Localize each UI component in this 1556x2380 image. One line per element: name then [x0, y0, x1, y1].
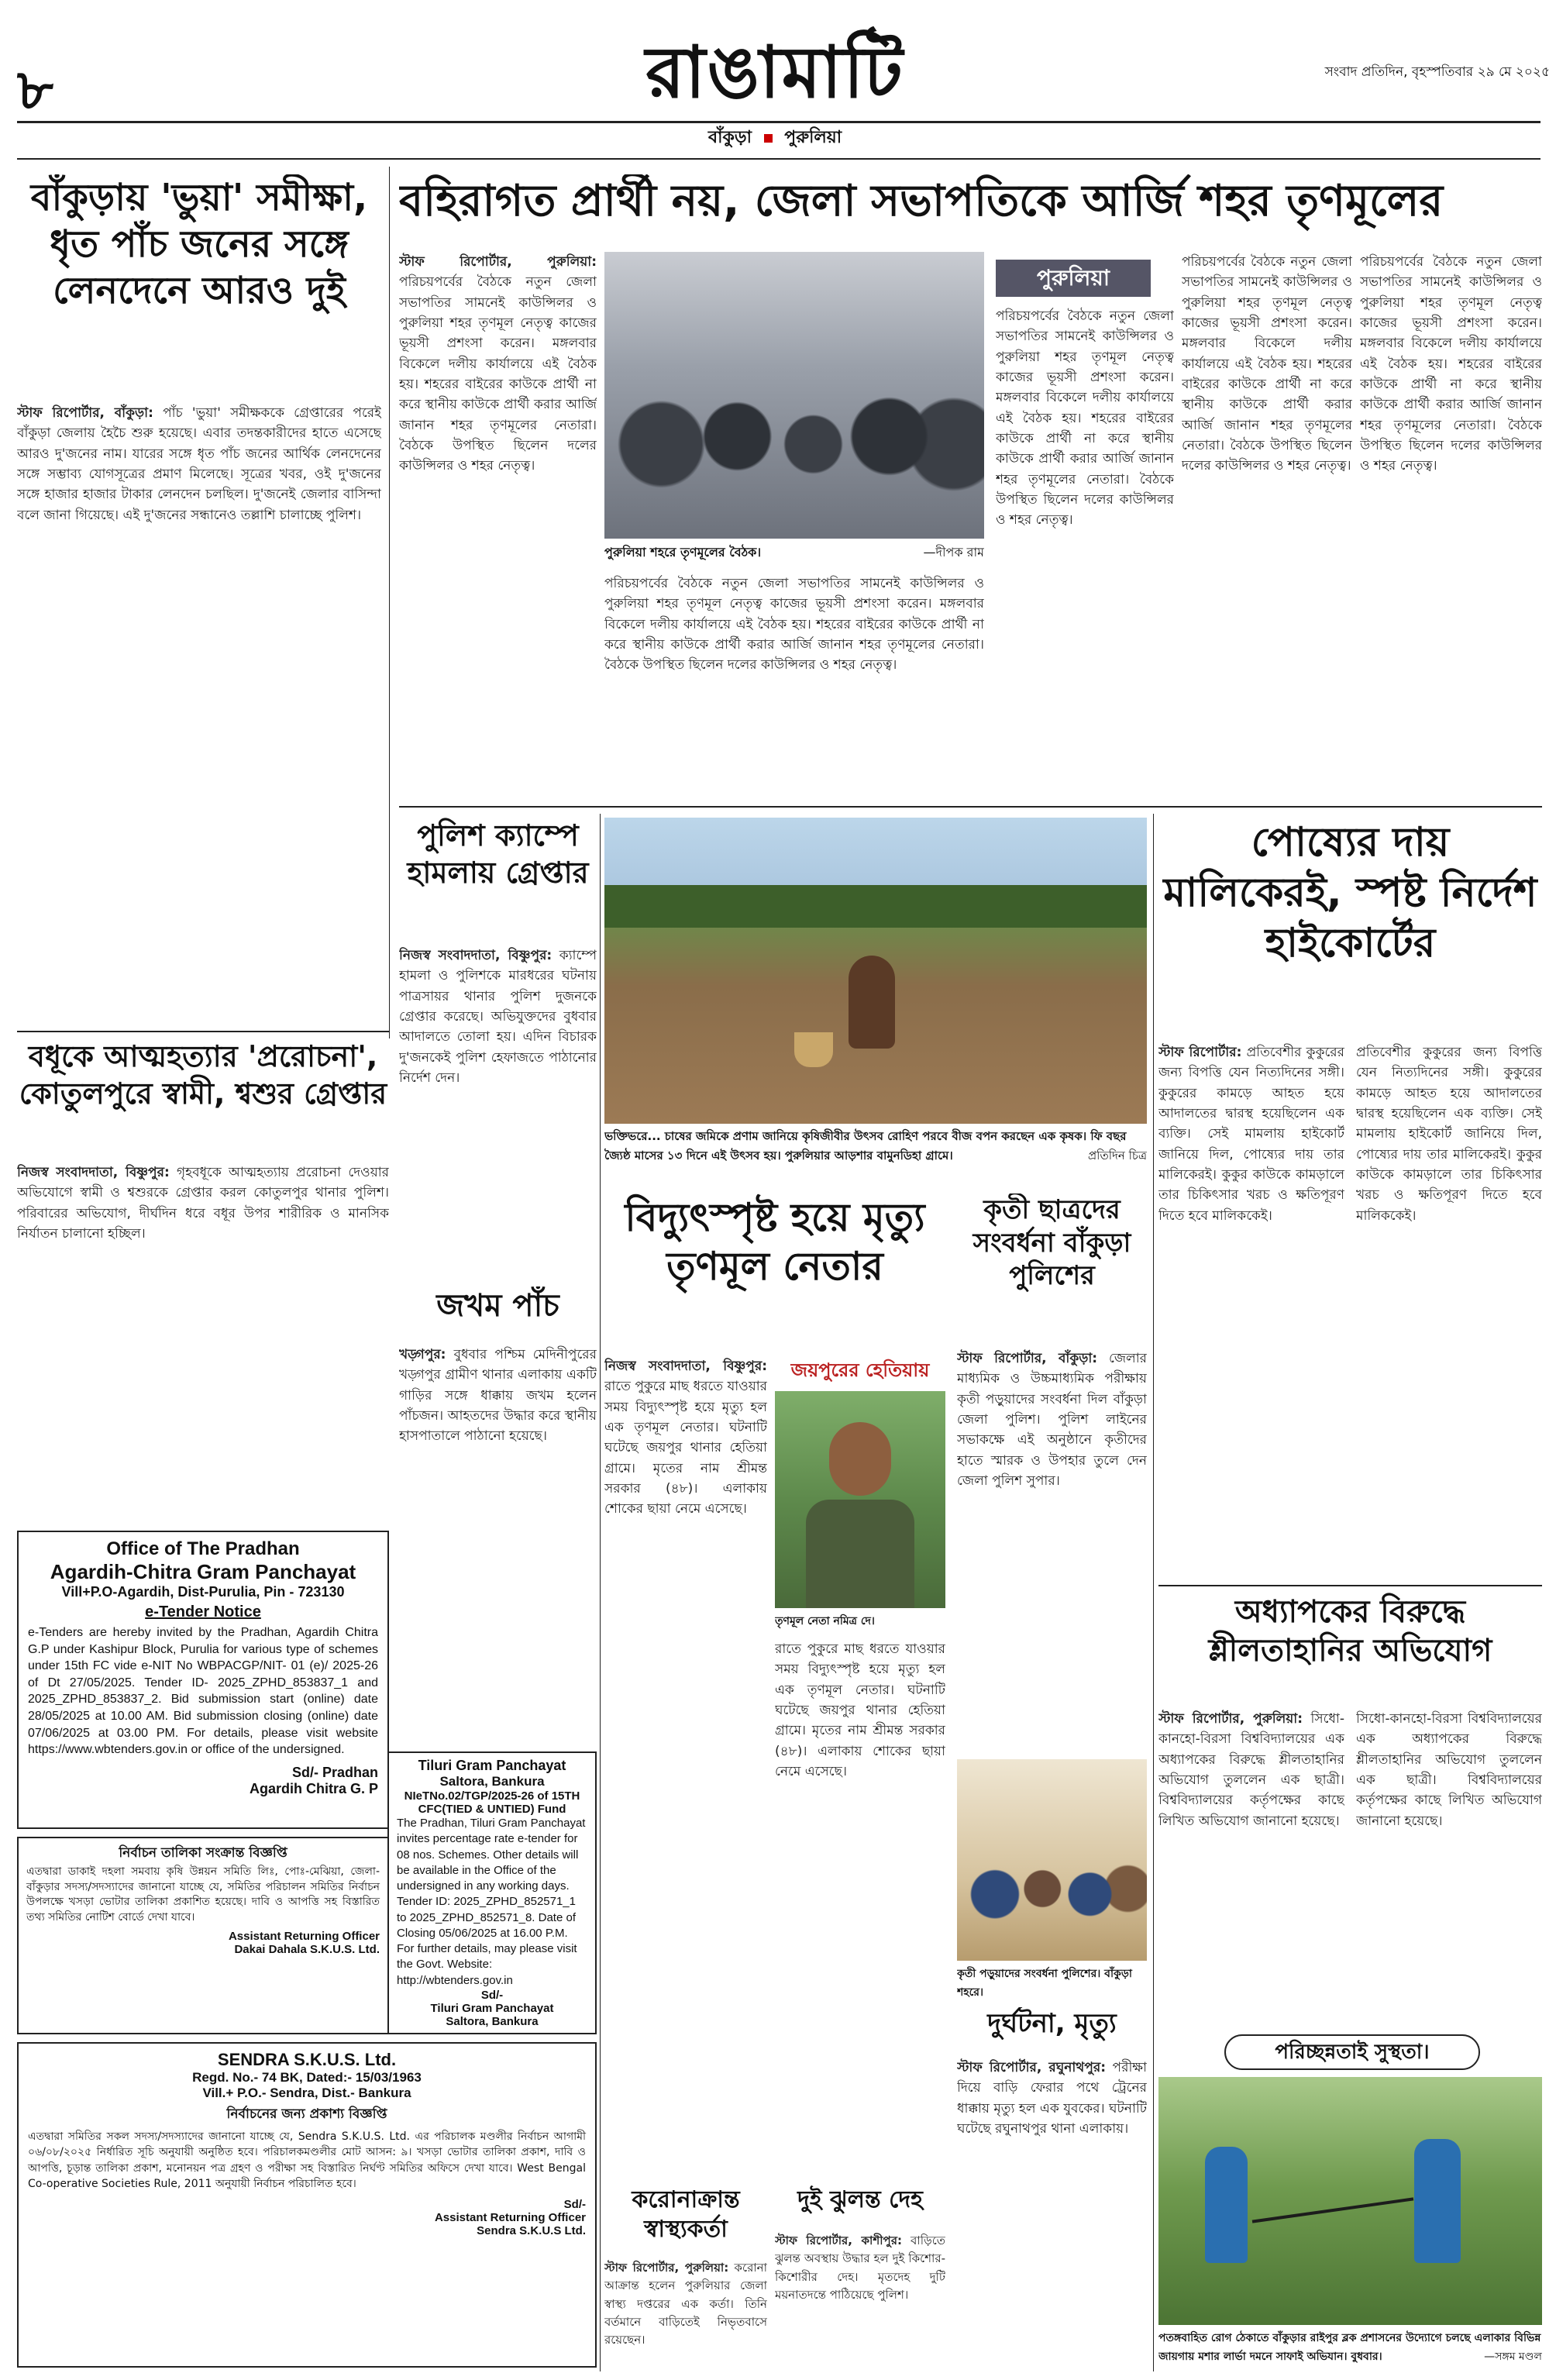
story6-byline: নিজস্ব সংবাদদাতা, বিষ্ণুপুর:: [604, 1359, 767, 1374]
story1-headline: বাঁকুড়ায় 'ভুয়া' সমীক্ষা, ধৃত পাঁচ জনের সঙ্গে লেনদেনে আরও দুই: [30, 176, 368, 312]
story7-photo-caption: কৃতী পড়ুয়াদের সংবর্ধনা পুলিশের। বাঁকুড়া শহরে।: [957, 1968, 1132, 1999]
tender1-notice: e-Tender Notice: [145, 1603, 261, 1621]
story8-text: সিধো-কানহো-বিরসা বিশ্ববিদ্যালয়ের এক অধ্যাপকের বিরুদ্ধে শ্লীলতাহানির অভিযোগ তুললেন এক ছাত্রী। বিশ্ববিদ্যালয়ের কর্তৃপক্ষের কাছে লিখিত অভিযোগ জানানো হয়েছে।: [1158, 1711, 1344, 1829]
crowd-silhouettes: [604, 381, 984, 539]
story2-body-col1: [399, 252, 597, 794]
column-rule: [389, 167, 390, 1038]
feature-photo: [604, 818, 1147, 1124]
story2-body-col5: [1360, 252, 1542, 794]
story2-section-tag: পুরুলিয়া: [996, 260, 1151, 297]
story9-headline: দুর্ঘটনা, মৃত্যু: [987, 2008, 1117, 2039]
story11-headline: দুই ঝুলন্ত দেহ: [797, 2186, 923, 2213]
notice2-sign3: Sendra S.K.U.S Ltd.: [477, 2224, 586, 2238]
story5-body: [17, 1162, 389, 1519]
farmer-figure: [849, 956, 895, 1049]
story8-body-col1: [1158, 1709, 1344, 2027]
story3-text: ক্যাম্পে হামলা ও পুলিশকে মারধরের ঘটনায় পাত্রসায়র থানার পুলিশ দুজনকে গ্রেপ্তার করেছে। অভিযুক্তদের বুধবার আদালতে তোলা হয়। এদিন বিচারক দু'জনকেই পুলিশ হেফাজতে পাঠানোর নির্দেশ দেন।: [399, 948, 597, 1087]
story2-photo-caption: [604, 542, 984, 566]
story10-byline: স্টাফ রিপোর্টার, পুরুলিয়া:: [604, 2261, 729, 2275]
story6-text: রাতে পুকুরে মাছ ধরতে যাওয়ার সময় বিদ্যুৎস্পৃষ্ট হয়ে মৃত্যু হল এক তৃণমূল নেতার। ঘটনাটি ঘটেছে জয়পুর থানার হেতিয়া গ্রামে। মৃতের নাম শ্রীমন্ত সরকার (৪৮)। এলাকায় শোকের ছায়া নেমে এসেছে।: [604, 1379, 767, 1517]
notice2-box: [17, 2042, 597, 2368]
tender2-sign2: Tiluri Gram Panchayat: [430, 2001, 554, 2015]
story4-headline: পোষ্যের দায় মালিকেরই, স্পষ্ট নির্দেশ হাইকোর্টের: [1163, 819, 1537, 966]
story6-subhead: জয়পুরের হেতিয়ায়: [790, 1359, 930, 1381]
story4-text-cont: প্রতিবেশীর কুকুরের জন্য বিপত্তি যেন নিত্যদিনের সঙ্গী। কুকুরের কামড়ে আহত হয়ে আদালতের দ্বারস্থ হয়েছিলেন এক ব্যক্তি। সেই মামলায় হাইকোর্ট জানিয়ে দিল, পোষ্যের দায় তার মালিকেরই। কুকুর কাউকে কামড়ালে তার চিকিৎসার খরচ ও ক্ষতিপূরণ দিতে হবে মালিককেই।: [1356, 1045, 1542, 1224]
story2-body-col4: [1182, 252, 1352, 794]
story3b-byline: খড়্গপুর:: [399, 1347, 446, 1362]
feature-credit: প্রতিদিন চিত্র: [1087, 1149, 1147, 1162]
story10-headline: করোনাক্রান্ত স্বাস্থ্যকর্তা: [632, 2186, 740, 2243]
story2-body-bottom: [604, 573, 984, 798]
feature-caption: [604, 1128, 1147, 1190]
tender2-sign3: Saltora, Bankura: [446, 2014, 539, 2028]
column-rule-3: [600, 814, 601, 2371]
story9-byline: স্টাফ রিপোর্টার, রঘুনাথপুর:: [957, 2060, 1107, 2075]
story4-byline: স্টাফ রিপোর্টার:: [1158, 1045, 1242, 1060]
story8-headline: অধ্যাপকের বিরুদ্ধে শ্লীলতাহানির অভিযোগ: [1208, 1594, 1492, 1669]
story7-headline: কৃতী ছাত্রদের সংবর্ধনা বাঁকুড়া পুলিশের: [972, 1194, 1131, 1291]
story4-text: প্রতিবেশীর কুকুরের জন্য বিপত্তি যেন নিত্যদিনের সঙ্গী। কুকুরের কামড়ে আহত হয়ে আদালতের দ্বারস্থ হয়েছিলেন এক ব্যক্তি। সেই মামলায় হাইকোর্ট জানিয়ে দিল, পোষ্যের দায় তার মালিকেরই। কুকুর কাউকে কামড়ালে তার চিকিৎসার খরচ ও ক্ষতিপূরণ দিতে হবে মালিককেই।: [1158, 1045, 1344, 1224]
story6-text-cont: রাতে পুকুরে মাছ ধরতে যাওয়ার সময় বিদ্যুৎস্পৃষ্ট হয়ে মৃত্যু হল এক তৃণমূল নেতার। ঘটনাটি ঘটেছে জয়পুর থানার হেতিয়া গ্রামে। মৃতের নাম শ্রীমন্ত সরকার (৪৮)। এলাকায় শোকের ছায়া নেমে এসেছে।: [775, 1641, 945, 1780]
story9-text: পরীক্ষা দিয়ে বাড়ি ফেরার পথে ট্রেনের ধাক্কায় মৃত্যু হল এক যুবকের। ঘটনাটি ঘটেছে রঘুনাথপুর থানা এলাকায়।: [957, 2060, 1147, 2137]
notice2-title3: Vill.+ P.O.- Sendra, Dist.- Bankura: [202, 2086, 411, 2100]
district-strip: [635, 124, 914, 152]
story2-text-cont2: পরিচয়পর্বের বৈঠকে নতুন জেলা সভাপতির সামনেই কাউন্সিলর ও পুরুলিয়া শহর তৃণমূল নেতৃত্ব কাজের ভূয়সী প্রশংসা করেন। মঙ্গলবার বিকেলে দলীয় কার্যালয়ে এই বৈঠক হয়। শহরের বাইরের কাউকে প্রার্থী না করে স্থানীয় কাউকে প্রার্থী করার আর্জি জানান শহর তৃণমূলের নেতারা। বৈঠকে উপস্থিত ছিলেন দলের কাউন্সিলর ও শহর নেতৃত্ব।: [1182, 254, 1352, 474]
tree-line: [604, 885, 1147, 928]
masthead-rule-bottom: [17, 158, 1541, 160]
feature-caption-text: ভক্তিভরে... চাষের জমিকে প্রণাম জানিয়ে কৃষিজীবীর উৎসব রোহিণ পরবে বীজ বপন করছেন এক কৃষক। ফি বছর জ্যৈষ্ঠ মাসের ১৩ দিনে এই উৎসব হয়। পুরুলিয়ার আড়শার বামুনডিহা গ্রামে।: [604, 1129, 1127, 1162]
worker-left: [1205, 2147, 1248, 2263]
story2-text: পরিচয়পর্বের বৈঠকে নতুন জেলা সভাপতির সামনেই কাউন্সিলর ও পুরুলিয়া শহর তৃণমূল নেতৃত্ব কাজের ভূয়সী প্রশংসা করেন। মঙ্গলবার বিকেলে দলীয় কার্যালয়ে এই বৈঠক হয়। শহরের বাইরের কাউকে প্রার্থী না করে স্থানীয় কাউকে প্রার্থী করার আর্জি জানান শহর তৃণমূলের নেতারা। বৈঠকে উপস্থিত ছিলেন দলের কাউন্সিলর ও শহর নেতৃত্ব।: [399, 274, 597, 474]
story10-text: করোনা আক্রান্ত হলেন পুরুলিয়ার জেলা স্বাস্থ্য দপ্তরের এক কর্তা। তিনি বর্তমানে বাড়িতেই নিভৃতবাসে রয়েছেন।: [604, 2261, 767, 2347]
story8-body-col2: [1356, 1709, 1542, 2027]
tender1-box: [17, 1531, 389, 1829]
story3b-text: বুধবার পশ্চিম মেদিনীপুরের খড়্গপুর গ্রামীণ থানার এলাকায় একটি গাড়ির সঙ্গে ধাক্কায় জখম হলেন পাঁচজন। আহতদের উদ্ধার করে স্থানীয় হাসপাতালে পাঠানো হয়েছে।: [399, 1347, 597, 1445]
story2-text-cont4: পরিচয়পর্বের বৈঠকে নতুন জেলা সভাপতির সামনেই কাউন্সিলর ও পুরুলিয়া শহর তৃণমূল নেতৃত্ব কাজের ভূয়সী প্রশংসা করেন। মঙ্গলবার বিকেলে দলীয় কার্যালয়ে এই বৈঠক হয়। শহরের বাইরের কাউকে প্রার্থী না করে স্থানীয় কাউকে প্রার্থী করার আর্জি জানান শহর তৃণমূলের নেতারা। বৈঠকে উপস্থিত ছিলেন দলের কাউন্সিলর ও শহর নেতৃত্ব।: [604, 576, 984, 673]
story5-text: গৃহবধূকে আত্মহত্যায় প্ররোচনা দেওয়ার অভিযোগে স্বামী ও শ্বশুরকে গ্রেপ্তার করল কোতুলপুর থানার পুলিশ। পরিবারের অভিযোগ, দীর্ঘদিন ধরে বধূর উপর শারীরিক ও মানসিক নির্যাতন চালানো হচ্ছিল।: [17, 1165, 389, 1242]
column-rule-2: [1153, 814, 1154, 2371]
story2-byline: স্টাফ রিপোর্টার, পুরুলিয়া:: [399, 254, 597, 270]
story6-headline: বিদ্যুৎস্পৃষ্ট হয়ে মৃত্যু তৃণমূল নেতার: [625, 1195, 925, 1289]
story8-byline: স্টাফ রিপোর্টার, পুরুলিয়া:: [1158, 1711, 1303, 1727]
story2-text-cont3: পরিচয়পর্বের বৈঠকে নতুন জেলা সভাপতির সামনেই কাউন্সিলর ও পুরুলিয়া শহর তৃণমূল নেতৃত্ব কাজের ভূয়সী প্রশংসা করেন। মঙ্গলবার বিকেলে দলীয় কার্যালয়ে এই বৈঠক হয়। শহরের বাইরের কাউকে প্রার্থী না করে স্থানীয় কাউকে প্রার্থী করার আর্জি জানান শহর তৃণমূলের নেতারা। বৈঠকে উপস্থিত ছিলেন দলের কাউন্সিলর ও শহর নেতৃত্ব।: [1360, 254, 1542, 474]
story6-photo-caption: তৃণমূল নেতা নমিত্র দে।: [775, 1615, 875, 1627]
group-figures: [957, 1850, 1147, 1961]
masthead-title: রাঙামাটি: [645, 30, 904, 114]
story12-caption-text: পতঙ্গবাহিত রোগ ঠেকাতে বাঁকুড়ার রাইপুর ব্লক প্রশাসনের উদ্যোগে চলছে এলাকার বিভিন্ন জায়গায় মশার লার্ভা দমনে সাফাই অভিযান। বুধবার।: [1158, 2332, 1541, 2363]
story10-body: [604, 2259, 767, 2368]
story7-byline: স্টাফ রিপোর্টার, বাঁকুড়া:: [957, 1351, 1098, 1366]
story4-body-col1: [1158, 1042, 1344, 1577]
story8-text-cont: সিধো-কানহো-বিরসা বিশ্ববিদ্যালয়ের এক অধ্যাপকের বিরুদ্ধে শ্লীলতাহানির অভিযোগ তুললেন এক ছাত্রী। বিশ্ববিদ্যালয়ের কর্তৃপক্ষের কাছে লিখিত অভিযোগ জানানো হয়েছে।: [1356, 1711, 1542, 1829]
story9-body: [957, 2058, 1147, 2368]
tender2-title1: Tiluri Gram Panchayat: [418, 1758, 566, 1773]
story11-text: বাড়িতে ঝুলন্ত অবস্থায় উদ্ধার হল দুই কিশোর-কিশোরীর দেহ। মৃতদেহ দুটি ময়নাতদন্তে পাঠিয়েছে পুলিশ।: [775, 2234, 945, 2302]
story4-body-col2: [1356, 1042, 1542, 1577]
tender1-sign2: Agardih Chitra G. P: [249, 1780, 378, 1796]
story3b-headline: জখম পাঁচ: [436, 1288, 559, 1324]
tender2-title2: Saltora, Bankura: [439, 1774, 545, 1789]
tender1-address: Vill+P.O-Agardih, Dist-Purulia, Pin - 723130: [61, 1584, 345, 1600]
story2-text-cont: পরিচয়পর্বের বৈঠকে নতুন জেলা সভাপতির সামনেই কাউন্সিলর ও পুরুলিয়া শহর তৃণমূল নেতৃত্ব কাজের ভূয়সী প্রশংসা করেন। মঙ্গলবার বিকেলে দলীয় কার্যালয়ে এই বৈঠক হয়। শহরের বাইরের কাউকে প্রার্থী না করে স্থানীয় কাউকে প্রার্থী করার আর্জি জানান শহর তৃণমূলের নেতারা। বৈঠকে উপস্থিত ছিলেন দলের কাউন্সিলর ও শহর নেতৃত্ব।: [996, 308, 1174, 529]
story5-headline: বধূকে আত্মহত্যার 'প্ররোচনা', কোতুলপুরে স্বামী, শ্বশুর গ্রেপ্তার: [19, 1039, 387, 1111]
sprayer-hose: [1252, 2197, 1414, 2223]
story12-caption: [1158, 2329, 1542, 2371]
tender1-sign1: Sd/- Pradhan: [291, 1764, 378, 1780]
story6-photo: [775, 1391, 945, 1608]
story2-photo: [604, 252, 984, 539]
story6-body-col2: [775, 1639, 945, 2178]
tender2-sign1: Sd/-: [480, 1988, 504, 2002]
notice1-sign2: Dakai Dahala S.K.U.S. Ltd.: [234, 1943, 380, 1957]
notice2-sign1: Sd/-: [563, 2198, 586, 2212]
story1-text: পাঁচ 'ভুয়া' সমীক্ষককে গ্রেপ্তারের পরেই বাঁকুড়া জেলায় হৈচৈ শুরু হয়েছে। এবার তদন্তকারীদের হাতে এসেছে আরও দু'জনের নাম। যারের সঙ্গে ধৃত পাঁচ জনের আর্থিক লেনদেনের সঙ্গে সম্ভাব্য যোগসূত্রের প্রমাণ মিলেছে। সূত্রের খবর, ওই দু'জনের সঙ্গে হাজার হাজার টাকার লেনদেন চলছিল। দু'জনেই জেলার বাসিন্দা বলে জানা গিয়েছে। এই দু'জনের সন্ধানেও তল্লাশি চালাচ্ছে পুলিশ।: [17, 405, 381, 523]
story3-byline: নিজস্ব সংবাদদাতা, বিষ্ণুপুর:: [399, 948, 553, 963]
story12-photo: [1158, 2077, 1542, 2325]
district-bankura: বাঁকুড়া: [707, 128, 752, 147]
story2-bottom-rule: [399, 806, 1542, 808]
portrait-head: [829, 1422, 891, 1496]
story1-body: [17, 403, 381, 1023]
story3-body: [399, 945, 597, 1279]
notice1-box: [17, 1837, 389, 2034]
story7-text: জেলার মাধ্যমিক ও উচ্চমাধ্যমিক পরীক্ষায় কৃতী পড়ুয়াদের সংবর্ধনা দিল বাঁকুড়া জেলা পুলিশ। পুলিশ লাইনের সভাকক্ষে এই অনুষ্ঠানে কৃতীদের হাতে স্মারক ও উপহার তুলে দেন জেলা পুলিশ সুপার।: [957, 1351, 1147, 1490]
story2-photo-credit: —দীপক রাম: [923, 545, 984, 560]
story7-body: [957, 1348, 1147, 1751]
tender1-title1: Office of The Pradhan: [106, 1538, 300, 1559]
worker-right: [1414, 2139, 1461, 2263]
tender2-nit: NIeTNo.02/TGP/2025-26 of 15TH CFC(TIED & UNTIED) Fund: [404, 1789, 580, 1816]
story3-headline: পুলিশ ক্যাম্পে হামলায় গ্রেপ্তার: [407, 818, 589, 890]
story2-caption-text: পুরুলিয়া শহরে তৃণমূলের বৈঠক।: [604, 545, 762, 560]
portrait-body: [806, 1500, 914, 1608]
dateline: সংবাদ প্রতিদিন, বৃহস্পতিবার ২৯ মে ২০২৫: [1324, 64, 1550, 80]
story12-tag: পরিচ্ছন্নতাই সুস্থতা।: [1224, 2034, 1480, 2070]
story2-headline: বহিরাগত প্রার্থী নয়, জেলা সভাপতিকে আর্জি শহর তৃণমূলের: [399, 176, 1444, 226]
story1-byline: স্টাফ রিপোর্টার, বাঁকুড়া:: [17, 405, 153, 421]
tender1-body: e-Tenders are hereby invited by the Pradhan, Agardih Chitra G.P under Kashipur Block, Purulia for various type of schemes under 15th FC vide e-NIT No WBPACGP/NIT- 01 (e)/ 2025-26 of Dt 27/05/2025. Tender ID- 2025_ZPHD_853837_1 and 2025_ZPHD_853837_2. Bid submission start (online) date 28/05/2025 at 10.00 AM. Bid submission closing (online) date 07/06/2025 at 03.00 PM. For details, please visit website https://www.wbtenders.gov.in or office of the undersigned.: [28, 1626, 378, 1757]
story3b-body: [399, 1345, 597, 1740]
district-separator-icon: [764, 134, 773, 143]
story11-body: [775, 2232, 945, 2368]
tender1-title2: Agardih-Chitra Gram Panchayat: [50, 1560, 356, 1583]
notice1-sign1: Assistant Returning Officer: [228, 1930, 380, 1944]
story5-top-rule: [17, 1031, 389, 1032]
story6-body: [604, 1356, 767, 2178]
story12-credit: —সঙ্গম মণ্ডল: [1484, 2351, 1542, 2363]
masthead-rule: [17, 121, 1541, 123]
tender2-body: The Pradhan, Tiluri Gram Panchayat invites percentage rate e-tender for 08 nos. Schemes. Other details will be available in the Office of the undersigned in any working days. Tender ID: 2025_ZPHD_852571_1 to 2025_ZPHD_852571_8. Date of Closing 05/06/2025 at 16.00 P.M. For further details, may please visit the Govt. Website: http://wbtenders.gov.in: [397, 1817, 586, 1987]
story5-byline: নিজস্ব সংবাদদাতা, বিষ্ণুপুর:: [17, 1165, 170, 1180]
tender2-box: [387, 1751, 597, 2034]
notice2-subtitle: নির্বাচনের জন্য প্রকাশ্য বিজ্ঞপ্তি: [226, 2106, 387, 2122]
page-number: ৮: [17, 57, 53, 118]
notice2-title2: Regd. No.- 74 BK, Dated:- 15/03/1963: [192, 2070, 422, 2085]
story11-byline: স্টাফ রিপোর্টার, কাশীপুর:: [775, 2234, 902, 2247]
notice2-body: এতদ্বারা সমিতির সকল সদস্য/সদস্যাদের জানানো যাচ্ছে যে, Sendra S.K.U.S. Ltd. এর পরিচালক মণ্ডলীর নির্বাচন আগামী ০৬/০৮/২০২৫ নির্ধারিত সূচি অনুযায়ী অনুষ্ঠিত হবে। পরিচালকমণ্ডলীর মোট আসন: ৯। খসড়া ভোটার তালিকা প্রকাশ, দাবি ও আপত্তি, চূড়ান্ত তালিকা প্রকাশ, মনোনয়ন পত্র গ্রহণ ও পরীক্ষা সহ বিস্তারিত নির্ঘণ্ট সমিতির অফিসে দেখা যাবে। West Bengal Co-operative Societies Rule, 2011 অনুযায়ী নির্বাচন পরিচালিত হবে।: [28, 2130, 586, 2190]
story7-group-photo: [957, 1759, 1147, 1961]
story2-body-col3: [996, 306, 1174, 802]
notice1-body: এতদ্বারা ডাকাই দহলা সমবায় কৃষি উন্নয়ন সমিতি লিঃ, পোঃ-মেঝিয়া, জেলা-বাঁকুড়ার সদস্য/সদস্যাদের জানানো যাচ্ছে যে, সমিতির পরিচালন সমিতির নির্বাচন উপলক্ষে খসড়া ভোটার তালিকা প্রকাশিত হয়েছে। দাবি ও আপত্তি সহ বিস্তারিত তথ্য সমিতির নোটিশ বোর্ডে দেখা যাবে।: [26, 1865, 380, 1924]
notice2-sign2: Assistant Returning Officer: [434, 2211, 586, 2225]
district-purulia: পুরুলিয়া: [784, 128, 842, 147]
notice1-title: নির্বাচন তালিকা সংক্রান্ত বিজ্ঞপ্তি: [119, 1845, 287, 1861]
notice2-title1: SENDRA S.K.U.S. Ltd.: [217, 2050, 397, 2069]
basket: [794, 1032, 833, 1067]
story8-top-rule: [1158, 1585, 1542, 1586]
